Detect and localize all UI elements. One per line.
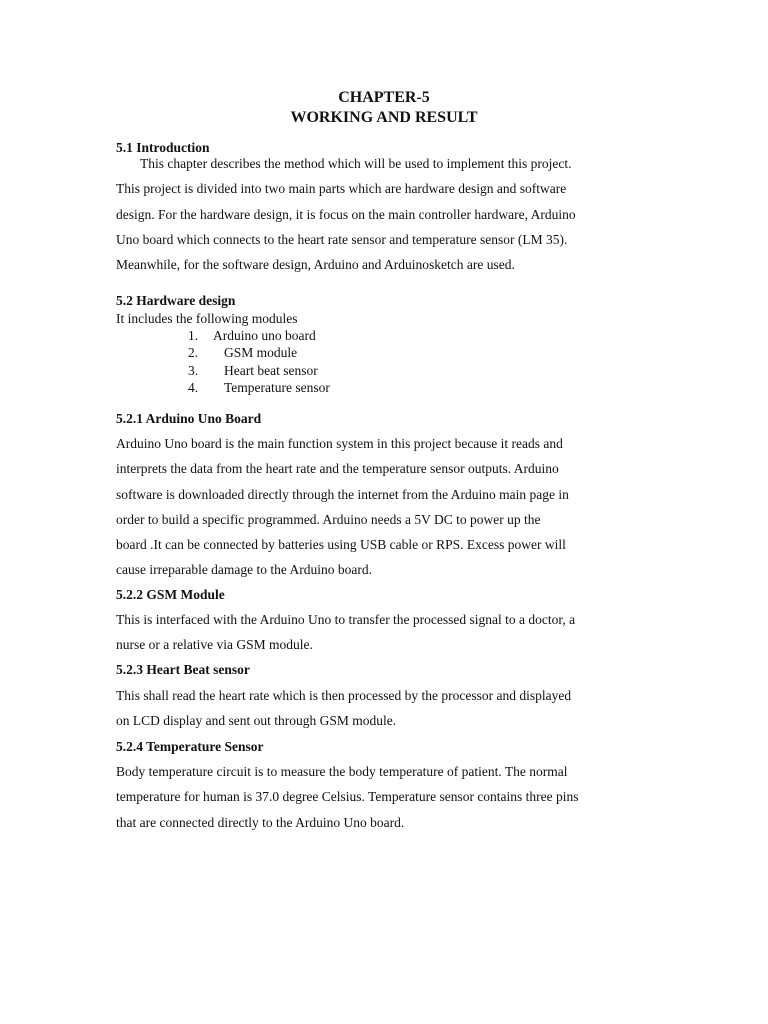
paragraph-line: This chapter describes the method which will be used to implement this project. <box>140 156 572 171</box>
paragraph-line: Arduino Uno board is the main function system in this project because it reads and <box>116 436 563 451</box>
chapter-title: WORKING AND RESULT <box>290 109 478 126</box>
list-item <box>188 344 330 361</box>
paragraph-line: Body temperature circuit is to measure the body temperature of patient. The normal <box>116 764 568 779</box>
list-label: Temperature sensor <box>224 379 330 395</box>
section-heading-gsm-module: 5.2.2 GSM Module <box>116 587 225 602</box>
paragraph-line: nurse or a relative via GSM module. <box>116 637 313 653</box>
list-item <box>188 327 330 344</box>
list-item <box>188 362 330 379</box>
list-item <box>188 379 330 396</box>
hardware-lead-text: It includes the following modules <box>116 311 298 326</box>
introduction-paragraph <box>116 151 656 277</box>
paragraph-line: Uno board which connects to the heart rate sensor and temperature sensor (LM 35). <box>116 231 568 247</box>
paragraph-line: This is interfaced with the Arduino Uno to transfer the processed signal to a doctor, a <box>116 612 576 627</box>
section-heading-heart-beat-sensor: 5.2.3 Heart Beat sensor <box>116 662 250 677</box>
paragraph-line: on LCD display and sent out through GSM module. <box>116 713 397 729</box>
paragraph-line: temperature for human is 37.0 degree Celsius. Temperature sensor contains three pins <box>116 789 579 805</box>
paragraph-line: interprets the data from the heart rate and the temperature sensor outputs. Arduino <box>116 461 559 477</box>
paragraph-line: This project is divided into two main parts which are hardware design and software <box>116 181 567 197</box>
arduino-paragraph <box>116 431 656 583</box>
list-number: 3. <box>188 362 199 378</box>
list-label: Arduino uno board <box>213 328 316 343</box>
paragraph-line: order to build a specific programmed. Arduino needs a 5V DC to power up the <box>116 511 541 527</box>
chapter-number: CHAPTER-5 <box>338 89 430 106</box>
section-heading-hardware-design: 5.2 Hardware design <box>116 293 236 308</box>
heartbeat-paragraph <box>116 683 656 734</box>
paragraph-line: that are connected directly to the Arduino Uno board. <box>116 814 405 830</box>
paragraph-line: board .It can be connected by batteries using USB cable or RPS. Excess power will <box>116 537 566 553</box>
paragraph-line: cause irreparable damage to the Arduino board. <box>116 562 373 578</box>
paragraph-line: Meanwhile, for the software design, Arduino and Arduinosketch are used. <box>116 257 515 273</box>
paragraph-line: This shall read the heart rate which is then processed by the processor and displayed <box>116 688 572 703</box>
list-number: 4. <box>188 379 199 395</box>
list-label: Heart beat sensor <box>224 362 318 378</box>
section-heading-introduction: 5.1 Introduction <box>116 140 210 155</box>
gsm-paragraph <box>116 607 656 658</box>
list-number: 1. <box>188 328 199 343</box>
module-list <box>188 327 330 396</box>
section-heading-temperature-sensor: 5.2.4 Temperature Sensor <box>116 739 264 754</box>
section-heading-arduino-uno-board: 5.2.1 Arduino Uno Board <box>116 411 262 426</box>
temperature-paragraph <box>116 759 656 835</box>
list-number: 2. <box>188 345 199 361</box>
paragraph-line: design. For the hardware design, it is focus on the main controller hardware, Arduino <box>116 206 576 222</box>
list-label: GSM module <box>224 345 298 361</box>
paragraph-line: software is downloaded directly through the internet from the Arduino main page in <box>116 486 569 502</box>
